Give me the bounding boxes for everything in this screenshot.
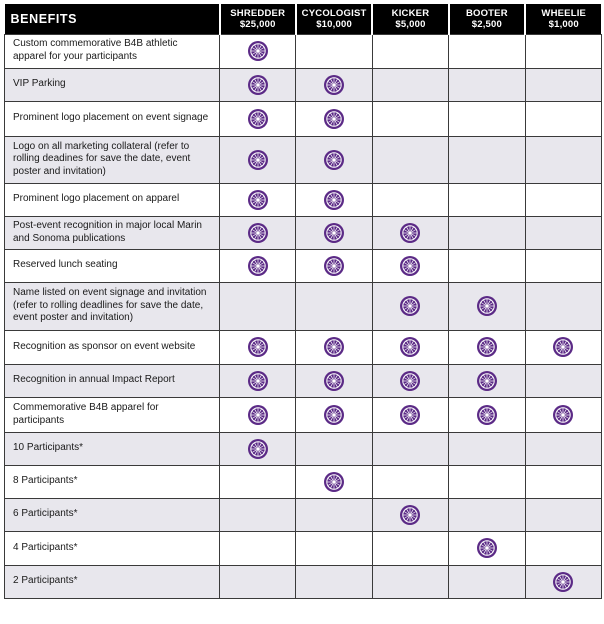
tier-name: CYCOLOGIST	[301, 7, 367, 19]
tier-name: KICKER	[391, 7, 430, 19]
mark-cell-wheelie	[525, 465, 601, 498]
mark-cell-booter	[449, 101, 525, 136]
bike-wheel-icon	[477, 405, 497, 425]
mark-cell-kicker	[372, 397, 448, 432]
benefit-label: VIP Parking	[5, 68, 220, 101]
benefit-label: Logo on all marketing collateral (refer to rolling deadines for save the date, event poster and invitation)	[5, 136, 220, 183]
mark-cell-shredder	[220, 249, 296, 282]
mark-cell-kicker	[372, 565, 448, 598]
mark-cell-cycologist	[296, 68, 372, 101]
mark-cell-shredder	[220, 498, 296, 531]
bike-wheel-icon	[477, 337, 497, 357]
table-row	[5, 330, 602, 364]
tier-header-shredder	[220, 4, 296, 34]
bike-wheel-icon	[248, 75, 268, 95]
mark-cell-shredder	[220, 216, 296, 249]
mark-cell-wheelie	[525, 68, 601, 101]
tier-header-cycologist	[296, 4, 372, 34]
tier-amount: $10,000	[316, 18, 352, 30]
mark-cell-cycologist	[296, 282, 372, 330]
mark-cell-shredder	[220, 101, 296, 136]
mark-cell-booter	[449, 282, 525, 330]
benefit-label: 2 Participants*	[5, 565, 220, 598]
mark-cell-wheelie	[525, 531, 601, 565]
mark-cell-kicker	[372, 432, 448, 465]
mark-cell-cycologist	[296, 136, 372, 183]
mark-cell-booter	[449, 432, 525, 465]
mark-cell-kicker	[372, 216, 448, 249]
bike-wheel-icon	[553, 337, 573, 357]
tier-amount: $5,000	[395, 18, 426, 30]
bike-wheel-icon	[477, 538, 497, 558]
bike-wheel-icon	[324, 190, 344, 210]
mark-cell-shredder	[220, 136, 296, 183]
bike-wheel-icon	[248, 41, 268, 61]
table-row	[5, 101, 602, 136]
bike-wheel-icon	[324, 75, 344, 95]
mark-cell-shredder	[220, 282, 296, 330]
mark-cell-wheelie	[525, 216, 601, 249]
tier-amount: $25,000	[239, 18, 276, 30]
mark-cell-kicker	[372, 34, 448, 68]
tier-amount: $2,500	[471, 18, 502, 30]
table-row	[5, 216, 602, 249]
mark-cell-wheelie	[525, 432, 601, 465]
bike-wheel-icon	[248, 337, 268, 357]
mark-cell-cycologist	[296, 498, 372, 531]
bike-wheel-icon	[248, 223, 268, 243]
benefit-label: Recognition as sponsor on event website	[5, 330, 220, 364]
tier-header-wheelie	[525, 4, 601, 34]
bike-wheel-icon	[324, 472, 344, 492]
benefit-label: Custom commemorative B4B athletic apparel for your participants	[5, 34, 220, 68]
mark-cell-shredder	[220, 465, 296, 498]
table-header	[5, 4, 602, 34]
mark-cell-cycologist	[296, 397, 372, 432]
mark-cell-kicker	[372, 101, 448, 136]
bike-wheel-icon	[248, 109, 268, 129]
mark-cell-shredder	[220, 68, 296, 101]
mark-cell-kicker	[372, 183, 448, 216]
bike-wheel-icon	[477, 296, 497, 316]
mark-cell-shredder	[220, 565, 296, 598]
mark-cell-kicker	[372, 249, 448, 282]
benefit-label: Reserved lunch seating	[5, 249, 220, 282]
bike-wheel-icon	[248, 190, 268, 210]
bike-wheel-icon	[324, 256, 344, 276]
bike-wheel-icon	[553, 405, 573, 425]
benefit-label: Recognition in annual Impact Report	[5, 364, 220, 397]
mark-cell-booter	[449, 136, 525, 183]
mark-cell-kicker	[372, 68, 448, 101]
benefit-label: 10 Participants*	[5, 432, 220, 465]
mark-cell-booter	[449, 68, 525, 101]
mark-cell-booter	[449, 498, 525, 531]
mark-cell-booter	[449, 531, 525, 565]
table-row	[5, 531, 602, 565]
mark-cell-booter	[449, 330, 525, 364]
mark-cell-wheelie	[525, 364, 601, 397]
mark-cell-wheelie	[525, 397, 601, 432]
tier-name: BOOTER	[465, 7, 508, 19]
tier-header-booter	[449, 4, 525, 34]
tier-name: WHEELIE	[541, 7, 587, 19]
table-row	[5, 282, 602, 330]
bike-wheel-icon	[400, 223, 420, 243]
mark-cell-shredder	[220, 432, 296, 465]
bike-wheel-icon	[324, 150, 344, 170]
bike-wheel-icon	[400, 337, 420, 357]
benefit-label: Commemorative B4B apparel for participants	[5, 397, 220, 432]
mark-cell-booter	[449, 249, 525, 282]
bike-wheel-icon	[400, 405, 420, 425]
benefit-label: 6 Participants*	[5, 498, 220, 531]
bike-wheel-icon	[324, 337, 344, 357]
bike-wheel-icon	[400, 371, 420, 391]
mark-cell-shredder	[220, 364, 296, 397]
mark-cell-wheelie	[525, 101, 601, 136]
mark-cell-shredder	[220, 531, 296, 565]
header-row	[5, 4, 602, 34]
bike-wheel-icon	[324, 109, 344, 129]
mark-cell-booter	[449, 364, 525, 397]
mark-cell-cycologist	[296, 101, 372, 136]
tier-header-kicker	[372, 4, 448, 34]
table-row	[5, 397, 602, 432]
bike-wheel-icon	[477, 371, 497, 391]
mark-cell-shredder	[220, 183, 296, 216]
mark-cell-booter	[449, 465, 525, 498]
tier-name: SHREDDER	[230, 7, 286, 19]
table-row	[5, 432, 602, 465]
mark-cell-kicker	[372, 531, 448, 565]
mark-cell-kicker	[372, 330, 448, 364]
table-row	[5, 498, 602, 531]
mark-cell-cycologist	[296, 364, 372, 397]
table-row	[5, 465, 602, 498]
table-row	[5, 565, 602, 598]
mark-cell-kicker	[372, 498, 448, 531]
mark-cell-wheelie	[525, 183, 601, 216]
mark-cell-kicker	[372, 465, 448, 498]
mark-cell-shredder	[220, 397, 296, 432]
table-row	[5, 183, 602, 216]
mark-cell-wheelie	[525, 136, 601, 183]
table-row	[5, 364, 602, 397]
mark-cell-kicker	[372, 282, 448, 330]
bike-wheel-icon	[400, 296, 420, 316]
bike-wheel-icon	[553, 572, 573, 592]
mark-cell-booter	[449, 34, 525, 68]
benefit-label: Prominent logo placement on apparel	[5, 183, 220, 216]
benefit-label: Prominent logo placement on event signage	[5, 101, 220, 136]
mark-cell-cycologist	[296, 531, 372, 565]
mark-cell-cycologist	[296, 183, 372, 216]
sponsorship-benefits-table	[4, 4, 602, 599]
bike-wheel-icon	[248, 150, 268, 170]
bike-wheel-icon	[248, 371, 268, 391]
benefit-label: 8 Participants*	[5, 465, 220, 498]
bike-wheel-icon	[324, 223, 344, 243]
benefits-column-header: BENEFITS	[5, 4, 220, 34]
mark-cell-kicker	[372, 136, 448, 183]
table-row	[5, 34, 602, 68]
mark-cell-wheelie	[525, 330, 601, 364]
tier-amount: $1,000	[548, 18, 579, 30]
mark-cell-booter	[449, 397, 525, 432]
table-body	[5, 34, 602, 598]
mark-cell-booter	[449, 216, 525, 249]
mark-cell-cycologist	[296, 330, 372, 364]
mark-cell-cycologist	[296, 565, 372, 598]
mark-cell-wheelie	[525, 498, 601, 531]
mark-cell-wheelie	[525, 249, 601, 282]
mark-cell-cycologist	[296, 465, 372, 498]
benefit-label: Name listed on event signage and invitation (refer to rolling deadlines for save the date, event poster and invitation)	[5, 282, 220, 330]
mark-cell-wheelie	[525, 34, 601, 68]
benefit-label: Post-event recognition in major local Marin and Sonoma publications	[5, 216, 220, 249]
mark-cell-kicker	[372, 364, 448, 397]
mark-cell-booter	[449, 183, 525, 216]
table-row	[5, 68, 602, 101]
bike-wheel-icon	[248, 439, 268, 459]
mark-cell-cycologist	[296, 34, 372, 68]
bike-wheel-icon	[324, 371, 344, 391]
bike-wheel-icon	[400, 505, 420, 525]
bike-wheel-icon	[248, 405, 268, 425]
table-row	[5, 136, 602, 183]
bike-wheel-icon	[324, 405, 344, 425]
mark-cell-shredder	[220, 330, 296, 364]
mark-cell-wheelie	[525, 282, 601, 330]
mark-cell-wheelie	[525, 565, 601, 598]
mark-cell-cycologist	[296, 216, 372, 249]
mark-cell-cycologist	[296, 249, 372, 282]
mark-cell-shredder	[220, 34, 296, 68]
benefit-label: 4 Participants*	[5, 531, 220, 565]
table-row	[5, 249, 602, 282]
bike-wheel-icon	[248, 256, 268, 276]
mark-cell-cycologist	[296, 432, 372, 465]
bike-wheel-icon	[400, 256, 420, 276]
mark-cell-booter	[449, 565, 525, 598]
